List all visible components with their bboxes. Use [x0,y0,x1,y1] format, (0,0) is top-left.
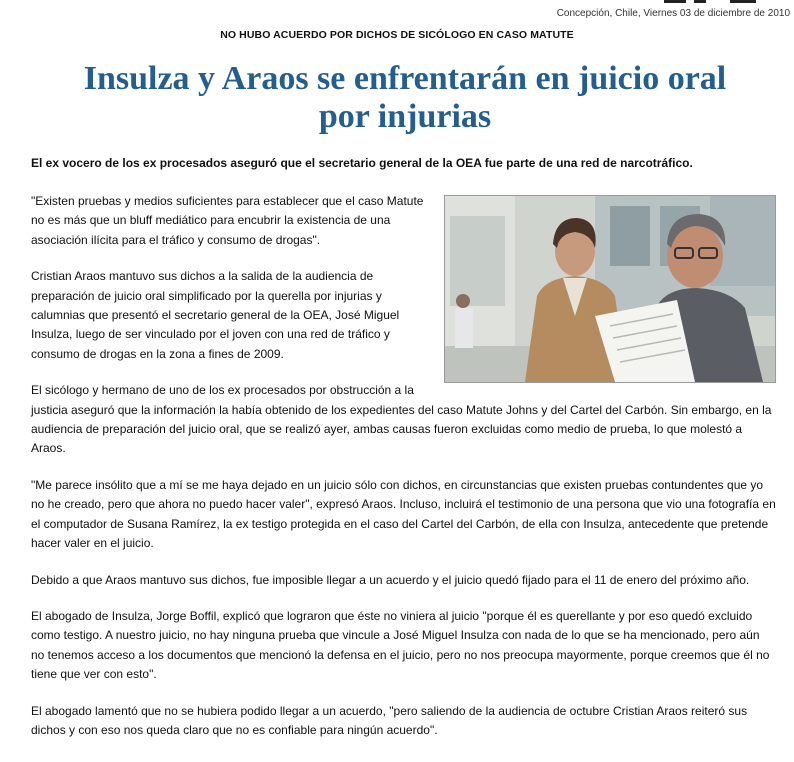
paragraph-7: El abogado lamentó que no se hubiera podido llegar a un acuerdo, "pero saliendo de la audiencia de octubre Cristian Araos reiteró sus dichos y con eso nos queda claro que no es confiable para ningún acuerdo". [31,703,748,737]
article-body [31,192,776,757]
article-kicker: NO HUBO ACUERDO POR DICHOS DE SICÓLOGO EN CASO MATUTE [220,29,574,41]
article-photo [444,195,776,383]
headline-line-1: Insulza y Araos se enfrentarán en juicio oral [83,60,727,97]
paragraph-4: "Me parece insólito que a mí se me haya dejado en un juicio sólo con dichos, en circunstancias que existen pruebas contundentes que yo no he creado, pero que ahora no puedo hacer valer", expresó Araos. Incluso, incluirá el testimonio de una persona que vio una fotografía en el computador de Susana Ramírez, la ex testigo protegida en el caso del Cartel del Carbón, de ella con Insulza, antecedente que pretende hacer valer en el juicio. [31,477,776,551]
paragraph-3: El sicólogo y hermano de uno de los ex procesados por obstrucción a la justicia aseguró que la información la había obtenido de los expedientes del caso Matute Johns y del Cartel del Carbón. Sin embargo, en la audiencia de preparación del juicio oral, que se realizó ayer, ambas causas fueron excluidas como medio de prueba, lo que molestó a Araos. [31,383,772,456]
headline-line-2: por injurias [318,98,492,135]
paragraph-1: "Existen pruebas y medios suficientes para establecer que el caso Matute no es más que un bluff mediático para encubrir la existencia de una asociación ilícita para el tráfico y consumo de drogas". [31,194,424,247]
dateline: Concepción, Chile, Viernes 03 de diciembre de 2010 [556,8,790,19]
paragraph-2: Cristian Araos mantuvo sus dichos a la salida de la audiencia de preparación de juicio oral simplificado por la querella por injurias y calumnias que presentó el secretario general de la OEA, José Miguel Insulza, luego de ser vinculado por el joven con una red de tráfico y consumo de drogas en la zona a fines de 2009. [31,269,400,361]
paragraph-6: El abogado de Insulza, Jorge Boffil, explicó que lograron que éste no viniera al juicio "porque él es querellante y por eso quedó excluido como testigo. A nuestro juicio, no hay ninguna prueba que vincule a José Miguel Insulza con nada de lo que se ha mencionado, pero aún no tenemos acceso a los documentos que mencionó la defensa en el juicio, pero no nos preocupa mayormente, porque creemos que él no tiene que ver con esto". [31,608,770,682]
article-lead: El ex vocero de los ex procesados aseguró que el secretario general de la OEA fue parte de una red de narcotráfico. [31,156,693,170]
paragraph-5: Debido a que Araos mantuvo sus dichos, fue imposible llegar a un acuerdo y el juicio quedó fijado para el 11 de enero del próximo año. [31,572,750,587]
photo-illustration [445,196,775,382]
top-rule [0,0,794,6]
article-headline [0,60,794,136]
